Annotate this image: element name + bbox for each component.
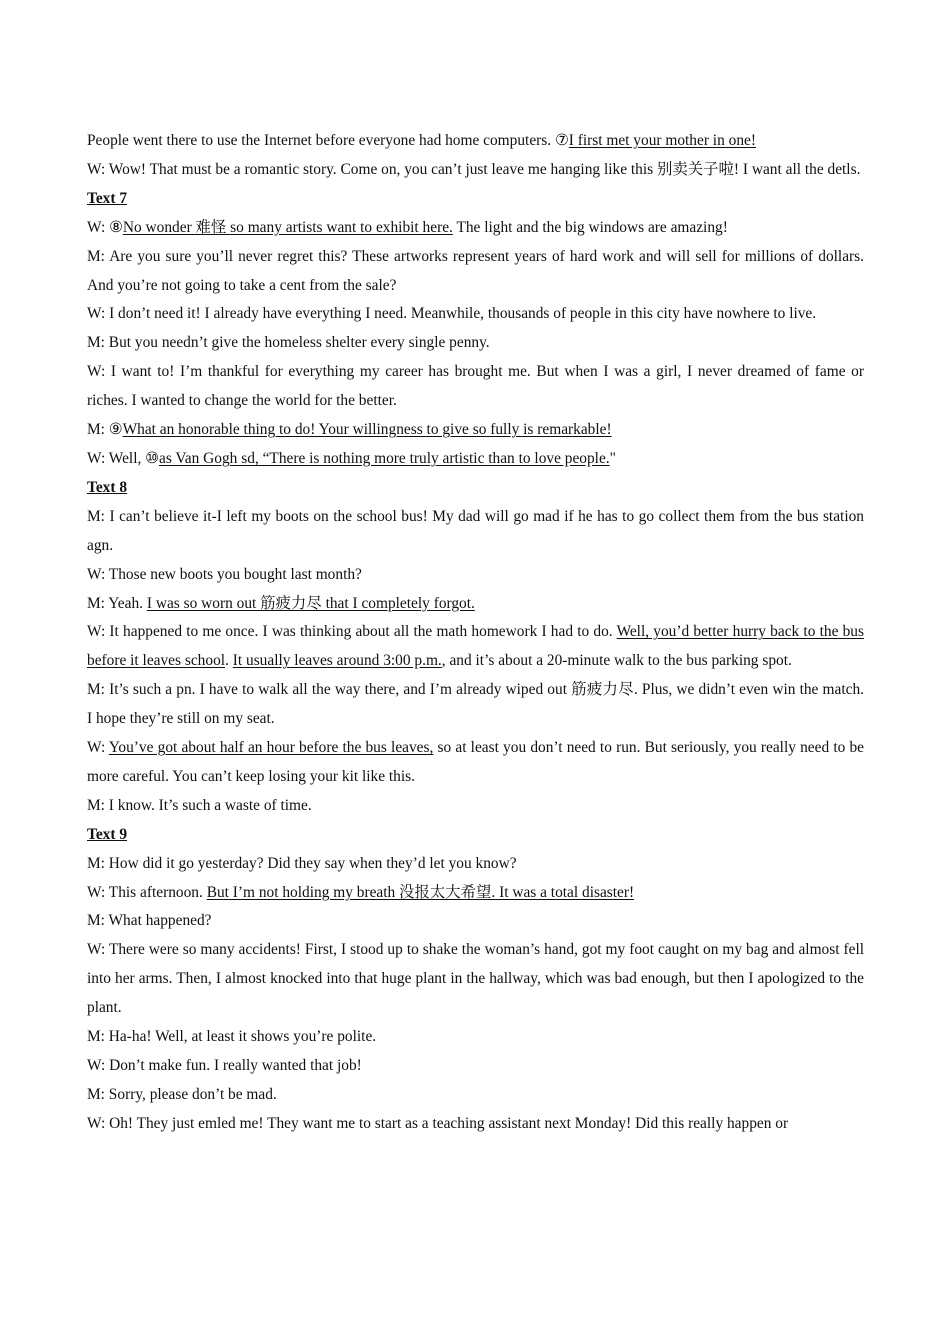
text-run: M: ⑨ xyxy=(87,421,123,439)
text-run: " xyxy=(609,449,616,467)
dialogue-line xyxy=(87,1110,864,1139)
dialogue-line xyxy=(87,618,864,676)
dialogue-line xyxy=(87,1052,864,1081)
dialogue-line xyxy=(87,416,864,445)
underlined-text: What an honorable thing to do! Your willingness to give so fully is remarkable! xyxy=(122,421,612,439)
underlined-text: It usually leaves around 3:00 p.m. xyxy=(232,652,442,670)
text-run: M: What happened? xyxy=(87,912,212,930)
underlined-text: as Van Gogh sd, “There is nothing more truly artistic than to love people. xyxy=(158,449,610,467)
underlined-text: But I’m not holding my breath 没报太大希望. It was a total disaster! xyxy=(206,883,635,901)
text-run: W: Those new boots you bought last month? xyxy=(87,565,362,583)
text-run: M: It’s such a pn. I have to walk all the way there, and I’m already wiped out 筋疲力尽. Plus, we didn’t even win the match. I hope they’re still on my seat. xyxy=(87,681,864,728)
underlined-text: You’ve got about half an hour before the bus leaves, xyxy=(108,739,434,757)
dialogue-line xyxy=(87,590,864,619)
dialogue-line xyxy=(87,156,864,185)
dialogue-line xyxy=(87,358,864,416)
text-run: M: I know. It’s such a waste of time. xyxy=(87,796,312,814)
text-run: M: How did it go yesterday? Did they say when they’d let you know? xyxy=(87,854,517,872)
text-run: W: Wow! That must be a romantic story. Come on, you can’t just leave me hanging like this 别卖关子啦! I want all the detls. xyxy=(87,160,861,178)
text-run: M: Sorry, please don’t be mad. xyxy=(87,1085,277,1103)
underlined-text: Well, you’d better hurry back to the bus before it leaves school xyxy=(87,623,864,670)
text-run: W: Oh! They just emled me! They want me to start as a teaching assistant next Monday! Did this really happen or xyxy=(87,1114,789,1132)
underlined-text: I was so worn out 筋疲力尽 that I completely forgot. xyxy=(146,594,475,612)
text-run: . xyxy=(225,652,233,670)
text-run: M: Yeah. xyxy=(87,594,147,612)
text-run: so at least you don’t need to run. But seriously, you really need to be more careful. You can’t keep losing your kit like this. xyxy=(87,739,864,785)
text-run: The light and the big windows are amazing! xyxy=(452,218,728,236)
dialogue-line xyxy=(87,850,864,879)
dialogue-line xyxy=(87,792,864,821)
text-run: , and it’s about a 20-minute walk to the bus parking spot. xyxy=(441,652,792,670)
dialogue-line xyxy=(87,676,864,734)
text-run: W: xyxy=(87,739,109,757)
dialogue-line xyxy=(87,243,864,301)
text-run: M: Ha-ha! Well, at least it shows you’re polite. xyxy=(87,1028,377,1046)
dialogue-line xyxy=(87,300,864,329)
dialogue-line xyxy=(87,214,864,243)
text-run: W: There were so many accidents! First, I stood up to shake the woman’s hand, got my foot caught on my bag and almost fell into her arms. Then, I almost knocked into that huge plant in the hallway, which was bad enough, but then I apologized to the plant. xyxy=(87,941,864,1017)
underlined-text: No wonder 难怪 so many artists want to exhibit here. xyxy=(122,218,453,236)
text-run: People went there to use the Internet before everyone had home computers. ⑦ xyxy=(87,132,569,149)
underlined-text: I first met your mother in one! xyxy=(568,132,756,149)
text-run: W: I don’t need it! I already have everything I need. Meanwhile, thousands of people in this city have nowhere to live. xyxy=(87,305,817,323)
text-run: W: This afternoon. xyxy=(87,883,207,901)
section-heading: Text 8 xyxy=(87,478,128,496)
dialogue-line xyxy=(87,329,864,358)
dialogue-line xyxy=(87,561,864,590)
dialogue-line xyxy=(87,503,864,561)
text-run: W: I want to! I’m thankful for everything my career has brought me. But when I was a girl, I never dreamed of fame or riches. I wanted to change the world for the better. xyxy=(87,363,864,410)
dialogue-line xyxy=(87,907,864,936)
text-run: M: Are you sure you’ll never regret this? These artworks represent years of hard work and will sell for millions of dollars. And you’re not going to take a cent from the sale? xyxy=(87,247,864,294)
text-run: M: I can’t believe it-I left my boots on the school bus! My dad will go mad if he has to go collect them from the bus station agn. xyxy=(87,507,864,554)
dialogue-line xyxy=(87,127,864,156)
text-run: M: But you needn’t give the homeless shelter every single penny. xyxy=(87,334,490,352)
text-run: W: Well, ⑩ xyxy=(87,449,159,467)
dialogue-line xyxy=(87,879,864,908)
dialogue-line xyxy=(87,936,864,1023)
dialogue-line xyxy=(87,1023,864,1052)
text-run: W: ⑧ xyxy=(87,218,123,236)
text-run: W: It happened to me once. I was thinking about all the math homework I had to do. xyxy=(87,623,617,641)
section-heading: Text 9 xyxy=(87,825,128,843)
section-heading: Text 7 xyxy=(87,189,128,207)
document-body xyxy=(87,127,864,1139)
dialogue-line xyxy=(87,734,864,792)
dialogue-line xyxy=(87,445,864,474)
dialogue-line xyxy=(87,1081,864,1110)
text-run: W: Don’t make fun. I really wanted that job! xyxy=(87,1057,362,1074)
